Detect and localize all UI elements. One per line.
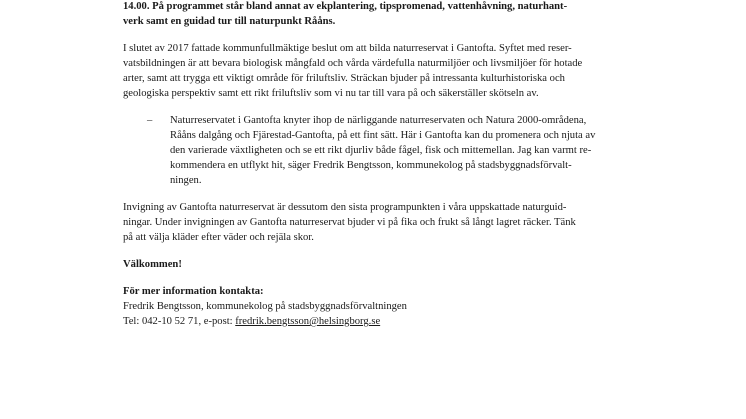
paragraph-line: Invigning av Gantofta naturreservat är dessutom den sista programpunkten i våra uppskattade naturguid- — [123, 202, 567, 213]
welcome-text: Välkommen! — [123, 259, 182, 270]
contact-tel-line — [123, 314, 663, 329]
inauguration-paragraph — [123, 200, 663, 245]
dash-bullet-marker: – — [147, 115, 153, 126]
contact-name: Fredrik Bengtsson, kommunekolog på stadsbyggnadsförvaltningen — [123, 301, 407, 312]
contact-tel: Tel: 042-10 52 71, e-post: — [123, 316, 236, 327]
contact-heading: För mer information kontakta: — [123, 286, 264, 297]
quote-line: den varierade växtligheten och se ett rikt djurliv både fågel, fisk och mittemellan. Jag kan varmt re- — [170, 145, 592, 156]
paragraph-line: på att välja kläder efter väder och rejäla skor. — [123, 232, 314, 243]
paragraph-line: ningar. Under invigningen av Gantofta naturreservat bjuder vi på fika och frukt så långt lagret räcker. Tänk — [123, 217, 576, 228]
paragraph-line: vatsbildningen är att bevara biologisk mångfald och vårda värdefulla naturmiljöer och livsmiljöer för hotade — [123, 58, 583, 69]
intro-paragraph — [123, 0, 663, 29]
paragraph-line: I slutet av 2017 fattade kommunfullmäktige beslut om att bilda naturreservat i Gantofta. Syftet med reser- — [123, 43, 572, 54]
paragraph-line: arter, samt att trygga ett viktigt område för friluftsliv. Sträckan bjuder på intressanta kulturhistoriska och — [123, 73, 565, 84]
quote-line: kommendera en utflykt hit, säger Fredrik Bengtsson, kommunekolog på stadsbyggnadsförvalt- — [170, 160, 572, 171]
quote-line: Rååns dalgång och Fjärestad-Gantofta, på ett fint sätt. Här i Gantofta kan du promenera och njuta av — [170, 130, 596, 141]
email-link[interactable]: fredrik.bengtsson@helsingborg.se — [235, 316, 381, 327]
quote-line: ningen. — [170, 175, 202, 186]
intro-line: verk samt en guidad tur till naturpunkt Rååns. — [123, 16, 336, 27]
quote-bullet — [123, 113, 663, 188]
paragraph-line: geologiska perspektiv samt ett rikt friluftsliv som vi nu tar till vara på och säkerställer skötseln av. — [123, 88, 539, 99]
intro-line: 14.00. På programmet står bland annat av ekplantering, tipspromenad, vattenhåvning, naturhant- — [123, 1, 568, 12]
contact-block — [123, 284, 663, 329]
document-body — [123, 0, 663, 341]
quote-line: Naturreservatet i Gantofta knyter ihop de närliggande naturreservaten och Natura 2000-områdena, — [170, 115, 587, 126]
reserve-decision-paragraph — [123, 41, 663, 101]
